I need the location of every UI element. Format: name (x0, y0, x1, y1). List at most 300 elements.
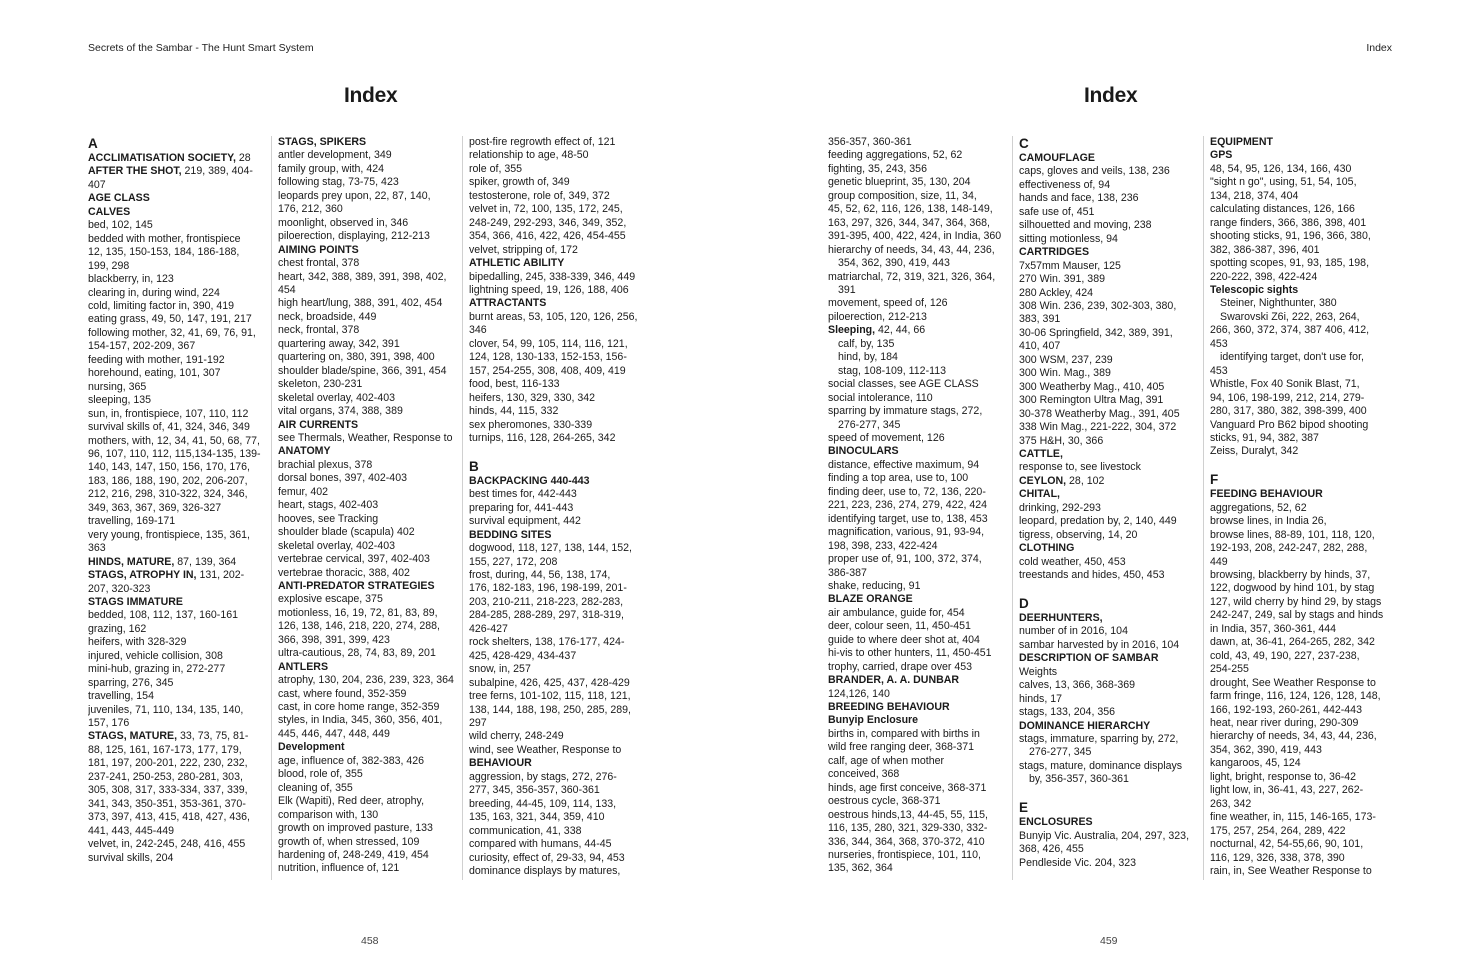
index-entry: 48, 54, 95, 126, 134, 166, 430 (1210, 162, 1352, 175)
index-heading: AIMING POINTS (278, 243, 359, 256)
index-entry: testosterone, role of, 349, 372 (469, 189, 610, 202)
index-entry: browse lines, in India 26, (1210, 515, 1327, 528)
index-entry: moonlight, observed in, 346 (278, 216, 409, 229)
index-entry: 356-357, 360-361 (828, 136, 912, 148)
index-entry: 276-277, 345 (838, 418, 901, 431)
index-entry: femur, 402 (278, 485, 329, 498)
index-entry: vital organs, 374, 388, 389 (278, 405, 403, 418)
index-entry: oestrous cycle, 368-371 (828, 795, 941, 808)
index-entry: calculating distances, 126, 166 (1210, 203, 1355, 216)
index-entry: piloerection, displaying, 212-213 (278, 230, 430, 243)
index-entry: atrophy, 130, 204, 236, 239, 323, 364 (278, 674, 454, 687)
index-heading: GPS (1210, 149, 1233, 162)
index-entry: 449 (1210, 555, 1228, 568)
index-entry: wild cherry, 248-249 (469, 730, 564, 743)
page-number-left: 458 (361, 935, 379, 947)
index-entry: 135, 163, 321, 344, 359, 410 (469, 811, 605, 824)
index-entry: vertebrae cervical, 397, 402-403 (278, 553, 430, 566)
index-heading: ANATOMY (278, 445, 331, 458)
index-column-2 (271, 136, 454, 880)
index-entry: range finders, 366, 386, 398, 401 (1210, 216, 1367, 229)
index-heading: CAMOUFLAGE (1019, 152, 1095, 164)
index-entry: hinds, age first conceive, 368-371 (828, 781, 987, 794)
index-entry-term: STAGS, ATROPHY IN, (88, 569, 197, 582)
running-head-right: Index (1366, 42, 1392, 54)
index-heading: ANTLERS (278, 660, 329, 673)
index-entry: 248-249, 292-293, 346, 349, 352, (469, 216, 627, 229)
index-entry: nursing, 365 (88, 380, 147, 393)
index-entry: growth of, when stressed, 109 (278, 835, 420, 848)
index-heading: CATTLE, (1019, 447, 1063, 460)
index-column-6 (1203, 136, 1386, 880)
page-title-left: Index (344, 84, 398, 107)
index-entry: heart, stags, 402-403 (278, 499, 379, 512)
index-entry: stags, 133, 204, 356 (1019, 706, 1116, 719)
index-entry: oestrous hinds,13, 44-45, 55, 115, (828, 808, 988, 821)
index-entry-term: HINDS, MATURE, (88, 555, 175, 568)
index-entry: cast, in core home range, 352-359 (278, 701, 440, 714)
index-entry: food, best, 116-133 (469, 378, 560, 391)
index-entry: 453 (1210, 337, 1228, 350)
index-entry: heifers, 130, 329, 330, 342 (469, 391, 596, 404)
index-entry: travelling, 154 (88, 690, 154, 703)
index-entry (88, 556, 264, 569)
index-entry: 277, 345, 356-357, 360-361 (469, 784, 600, 797)
index-entry: 116, 129, 326, 338, 378, 390 (1210, 851, 1345, 864)
index-heading: BRANDER, A. A. DUNBAR (828, 674, 960, 687)
index-entry (88, 730, 264, 743)
index-entry: genetic blueprint, 35, 130, 204 (828, 176, 971, 189)
index-entry: 349, 363, 367, 369, 326-327 (88, 501, 222, 514)
index-entry: grazing, 162 (88, 622, 147, 635)
index-entry: subalpine, 426, 425, 437, 428-429 (469, 676, 630, 689)
index-entry: 280, 317, 380, 382, 398-399, 400 (1210, 405, 1367, 418)
index-entry: 45, 52, 62, 116, 126, 138, 148-149, (828, 203, 993, 216)
index-spacer (469, 445, 645, 458)
index-entry-pages: 28 (235, 152, 251, 164)
index-entry: "sight n go", using, 51, 54, 105, (1210, 176, 1357, 189)
index-entry: deer, colour seen, 11, 450-451 (828, 620, 971, 633)
index-entry: 270 Win. 391, 389 (1019, 273, 1105, 286)
index-entry: nutrition, influence of, 121 (278, 862, 400, 875)
index-entry: 124,126, 140 (828, 687, 890, 700)
index-entry: clover, 54, 99, 105, 114, 116, 121, (469, 337, 628, 350)
index-entry: 300 Win. Mag., 389 (1019, 367, 1111, 380)
index-entry: social intolerance, 110 (828, 391, 933, 404)
index-entry: drought, See Weather Response to (1210, 676, 1376, 689)
index-column-1 (88, 136, 264, 880)
index-entry: 96, 107, 110, 112, 115,134-135, 139- (88, 447, 261, 460)
index-entry: velvet, stripping of, 172 (469, 243, 578, 256)
index-heading: CLOTHING (1019, 542, 1075, 555)
index-entry: Pendleside Vic. 204, 323 (1019, 856, 1137, 869)
index-entry: 220-222, 398, 422-424 (1210, 270, 1318, 283)
index-entry: hands and face, 138, 236 (1019, 192, 1139, 205)
index-entry-term: ACCLIMATISATION SOCIETY, (88, 152, 236, 164)
index-entry: shoulder blade (scapula) 402 (278, 526, 415, 539)
index-entry: 199, 298 (88, 259, 130, 272)
index-section-letter: E (1019, 800, 1029, 816)
index-entry: Weights (1019, 665, 1058, 678)
index-entry: skeleton, 230-231 (278, 378, 363, 391)
index-entry: Elk (Wapiti), Red deer, atrophy, (278, 795, 425, 808)
index-section-letter: F (1210, 472, 1219, 488)
index-entry: 207, 320-323 (88, 582, 151, 595)
index-entry: piloerection, 212-213 (828, 310, 927, 323)
index-entry (1019, 475, 1195, 488)
index-entry: stag, 108-109, 112-113 (838, 364, 946, 377)
index-entry: browsing, blackberry by hinds, 37, (1210, 569, 1371, 582)
index-entry: 391 (838, 283, 856, 296)
index-entry: Bunyip Vic. Australia, 204, 297, 323, (1019, 829, 1190, 842)
index-heading: EQUIPMENT (1210, 136, 1273, 148)
index-entry: very young, frontispiece, 135, 361, (88, 528, 250, 541)
index-entry: cold weather, 450, 453 (1019, 555, 1126, 568)
index-entry: 300 Remington Ultra Mag, 391 (1019, 394, 1164, 407)
index-entry: trophy, carried, drape over 453 (828, 660, 973, 673)
index-entry: 176, 182-183, 196, 198-199, 201- (469, 582, 627, 595)
index-entry: 354, 362, 390, 419, 443 (1210, 743, 1322, 756)
index-entry: dawn, at, 36-41, 264-265, 282, 342 (1210, 636, 1375, 649)
index-entry: blackberry, in, 123 (88, 273, 174, 286)
index-entry: 284-285, 288-289, 297, 318-319, (469, 609, 624, 622)
index-entry: ultra-cautious, 28, 74, 83, 89, 201 (278, 647, 436, 660)
index-entry: bipedalling, 245, 338-339, 346, 449 (469, 270, 636, 283)
index-entry: 280 Ackley, 424 (1019, 286, 1094, 299)
index-entry: quartering away, 342, 391 (278, 337, 400, 350)
index-entry-pages: 28, 102 (1066, 474, 1105, 487)
index-heading: BREEDING BEHAVIOUR (828, 701, 950, 714)
index-entry: response to, see livestock (1019, 461, 1141, 474)
index-entry: movement, speed of, 126 (828, 297, 948, 310)
index-entry: 341, 343, 350-351, 353-361, 370- (88, 797, 246, 810)
index-heading: STAGS IMMATURE (88, 595, 183, 608)
index-entry: 135, 362, 364 (828, 862, 893, 875)
index-entry: 391-395, 400, 422, 424, in India, 360 (828, 230, 1002, 243)
index-entry: shooting sticks, 91, 196, 366, 380, (1210, 230, 1371, 243)
index-entry: 410, 407 (1019, 340, 1061, 353)
index-entry: 266, 360, 372, 374, 387 406, 412, (1210, 324, 1370, 337)
index-entry: see Thermals, Weather, Response to (278, 431, 453, 444)
index-entry: tigress, observing, 14, 20 (1019, 528, 1138, 541)
index-entry: hi-vis to other hunters, 11, 450-451 (828, 647, 992, 660)
index-entry: hinds, 44, 115, 332 (469, 405, 559, 418)
index-entry: hind, by, 184 (838, 351, 898, 364)
index-heading: Telescopic sights (1210, 283, 1299, 296)
index-entry: silhouetted and moving, 238 (1019, 219, 1152, 232)
index-entry: nurseries, frontispiece, 101, 110, (828, 849, 981, 862)
index-entry: 175, 257, 254, 264, 289, 422 (1210, 824, 1346, 837)
index-entry: feeding aggregations, 52, 62 (828, 149, 963, 162)
index-entry: 203, 210-211, 218-223, 282-283, (469, 595, 624, 608)
index-entry: drinking, 292-293 (1019, 501, 1101, 514)
index-entry: heart, 342, 388, 389, 391, 398, 402, (278, 270, 447, 283)
index-entry: 368, 426, 455 (1019, 843, 1084, 856)
index-entry: travelling, 169-171 (88, 515, 176, 528)
index-entry: 12, 135, 150-153, 184, 186-188, (88, 246, 240, 259)
index-entry: 198, 398, 233, 422-424 (828, 539, 938, 552)
index-entry: 425, 428-429, 434-437 (469, 649, 577, 662)
index-entry: 155, 227, 172, 208 (469, 555, 558, 568)
index-entry: kangaroos, 45, 124 (1210, 757, 1301, 770)
index-entry: distance, effective maximum, 94 (828, 458, 980, 471)
running-head-left: Secrets of the Sambar - The Hunt Smart System (88, 42, 314, 54)
index-entry: stags, mature, dominance displays (1019, 759, 1183, 772)
index-entry: 7x57mm Mauser, 125 (1019, 259, 1121, 272)
index-entry: 166, 192-193, 260-261, 442-443 (1210, 703, 1362, 716)
index-heading: BLAZE ORANGE (828, 593, 913, 606)
index-entry: matriarchal, 72, 319, 321, 326, 364, (828, 270, 996, 283)
index-entry: 263, 342 (1210, 797, 1252, 810)
index-entry: snow, in, 257 (469, 663, 531, 676)
index-heading: FEEDING BEHAVIOUR (1210, 488, 1323, 501)
index-entry: 176, 212, 360 (278, 203, 343, 216)
index-entry: feeding with mother, 191-192 (88, 353, 225, 366)
index-entry: 382, 386-387, 396, 401 (1210, 243, 1320, 256)
index-entry: velvet in, 72, 100, 135, 172, 245, (469, 203, 623, 216)
index-entry: bedded with mother, frontispiece (88, 232, 241, 245)
index-section-letter: C (1019, 136, 1029, 151)
index-entry: following stag, 73-75, 423 (278, 176, 399, 189)
index-entry: sticks, 91, 94, 382, 387 (1210, 431, 1319, 444)
index-entry: 354, 366, 416, 422, 426, 454-455 (469, 230, 626, 243)
index-entry: stags, immature, sparring by, 272, (1019, 733, 1179, 746)
index-entry: 338 Win Mag., 221-222, 304, 372 (1019, 421, 1177, 434)
index-entry: dogwood, 118, 127, 138, 144, 152, (469, 542, 632, 555)
index-heading: CARTRIDGES (1019, 246, 1090, 259)
index-entry: growth on improved pasture, 133 (278, 822, 433, 835)
index-heading: ENCLOSURES (1019, 816, 1093, 829)
index-entry: 30-06 Springfield, 342, 389, 391, (1019, 326, 1173, 339)
index-entry: identifying target, use to, 138, 453 (828, 512, 988, 525)
index-entry: injured, vehicle collision, 308 (88, 649, 223, 662)
index-entry-term: STAGS, MATURE, (88, 730, 178, 743)
index-entry: antler development, 349 (278, 149, 392, 162)
index-entry: Whistle, Fox 40 Sonik Blast, 71, (1210, 378, 1360, 391)
index-entry: 30-378 Weatherby Mag., 391, 405 (1019, 407, 1180, 420)
index-entry-pages: 87, 139, 364 (174, 555, 237, 568)
index-entry: leopard, predation by, 2, 140, 449 (1019, 515, 1177, 528)
index-entry (828, 324, 1004, 337)
index-entry: skeletal overlay, 402-403 (278, 539, 395, 552)
index-entry: number of in 2016, 104 (1019, 625, 1128, 638)
index-heading: CHITAL, (1019, 488, 1060, 501)
index-entry: 181, 197, 200-201, 222, 230, 232, (88, 757, 248, 770)
index-entry-pages: 131, 202- (196, 569, 245, 582)
index-entry: vertebrae thoracic, 388, 402 (278, 566, 410, 579)
index-entry: wild free ranging deer, 368-371 (828, 741, 975, 754)
index-entry: 140, 143, 147, 150, 156, 170, 176, (88, 461, 250, 474)
index-entry: 300 Weatherby Mag., 410, 405 (1019, 380, 1165, 393)
index-entry: 453 (1210, 364, 1228, 377)
index-entry: breeding, 44-45, 109, 114, 133, (469, 797, 617, 810)
index-entry: bedded, 108, 112, 137, 160-161 (88, 609, 239, 622)
index-entry: 454 (278, 283, 296, 296)
index-entry: sparring, 276, 345 (88, 676, 174, 689)
index-entry: best times for, 442-443 (469, 488, 577, 501)
index-entry: heifers, with 328-329 (88, 636, 187, 649)
index-entry: post-fire regrowth effect of, 121 (469, 136, 616, 148)
index-entry: nocturnal, 42, 54-55,66, 90, 101, (1210, 838, 1364, 851)
index-entry: 441, 443, 445-449 (88, 824, 175, 837)
index-entry: 354, 362, 390, 419, 443 (838, 257, 950, 270)
index-entry: air ambulance, guide for, 454 (828, 606, 965, 619)
index-entry: 297 (469, 717, 487, 730)
index-entry: finding deer, use to, 72, 136, 220- (828, 485, 986, 498)
index-entry: 373, 397, 413, 415, 418, 427, 436, (88, 811, 250, 824)
index-entry: wind, see Weather, Response to (469, 743, 622, 756)
index-entry: 138, 144, 188, 198, 250, 285, 289, (469, 703, 631, 716)
index-entry: lightning speed, 19, 126, 188, 406 (469, 283, 629, 296)
index-entry: 407 (88, 178, 106, 191)
index-entry: fine weather, in, 115, 146-165, 173- (1210, 811, 1376, 824)
index-entry: leopards prey upon, 22, 87, 140, (278, 189, 431, 202)
index-heading: DEERHUNTERS, (1019, 611, 1103, 624)
index-entry: 122, dogwood by hind 101, by stag (1210, 582, 1375, 595)
index-entry: 242-247, 249, sal by stags and hinds (1210, 609, 1384, 622)
index-entry: 126, 138, 146, 218, 220, 274, 288, (278, 620, 440, 633)
index-entry: dorsal bones, 397, 402-403 (278, 472, 407, 485)
index-heading: ATTRACTANTS (469, 297, 547, 310)
index-entry-pages: 219, 389, 404- (181, 165, 253, 178)
index-entry: relationship to age, 48-50 (469, 149, 589, 162)
index-entry: 127, wild cherry by hind 29, by stags (1210, 595, 1382, 608)
index-entry: survival skills, 204 (88, 851, 174, 864)
index-entry: treestands and hides, 450, 453 (1019, 569, 1165, 582)
index-entry: clearing in, during wind, 224 (88, 286, 220, 299)
index-entry: motionless, 16, 19, 72, 81, 83, 89, (278, 606, 438, 619)
index-entry: hinds, 17 (1019, 692, 1062, 705)
page-title-right: Index (1084, 84, 1138, 107)
index-section-letter: B (469, 458, 479, 474)
index-heading: DESCRIPTION OF SAMBAR (1019, 652, 1159, 665)
index-entry: quartering on, 380, 391, 398, 400 (278, 351, 435, 364)
index-entry-pages: 33, 73, 75, 81- (177, 730, 249, 743)
index-heading: BEHAVIOUR (469, 757, 532, 770)
index-entry (88, 569, 264, 582)
index-entry: 157, 254-255, 308, 408, 409, 419 (469, 364, 626, 377)
index-entry: explosive escape, 375 (278, 593, 383, 606)
index-heading: BACKPACKING 440-443 (469, 474, 590, 487)
index-column-5 (1012, 136, 1195, 880)
index-section-letter: D (1019, 595, 1029, 611)
index-entry: bed, 102, 145 (88, 219, 153, 232)
index-entry: light, bright, response to, 36-42 (1210, 770, 1357, 783)
index-entry: 237-241, 250-253, 280-281, 303, (88, 770, 243, 783)
index-entry: Vanguard Pro B62 bipod shooting (1210, 418, 1369, 431)
index-entry: safe use of, 451 (1019, 205, 1095, 218)
index-entry: rock shelters, 138, 176-177, 424- (469, 636, 625, 649)
index-entry: brachial plexus, 378 (278, 458, 373, 471)
index-entry: by, 356-357, 360-361 (1029, 773, 1129, 786)
index-entry: social classes, see AGE CLASS (828, 378, 979, 391)
page-number-right: 459 (1100, 935, 1118, 947)
index-entry: role of, 355 (469, 162, 523, 175)
index-entry: high heart/lung, 388, 391, 402, 454 (278, 297, 443, 310)
index-entry: comparison with, 130 (278, 808, 379, 821)
index-heading: CALVES (88, 205, 131, 218)
index-entry: turnips, 116, 128, 264-265, 342 (469, 431, 616, 444)
index-entry: light low, in, 36-41, 43, 227, 262- (1210, 784, 1364, 797)
index-entry: 94, 106, 198-199, 212, 214, 279- (1210, 391, 1365, 404)
index-entry (88, 152, 264, 165)
index-entry: 346 (469, 324, 487, 337)
index-entry: 154-157, 202-209, 367 (88, 340, 196, 353)
index-entry: effectiveness of, 94 (1019, 178, 1111, 191)
index-entry: juveniles, 71, 110, 134, 135, 140, (88, 703, 244, 716)
index-spacer (1210, 459, 1386, 472)
index-entry: sparring by immature stags, 272, (828, 405, 983, 418)
index-heading: ANTI-PREDATOR STRATEGIES (278, 579, 435, 592)
index-entry: magnification, various, 91, 93-94, (828, 526, 985, 539)
index-heading: ATHLETIC ABILITY (469, 257, 565, 270)
index-entry-pages: 42, 44, 66 (875, 324, 926, 337)
index-column-3 (462, 136, 645, 880)
index-entry: eating grass, 49, 50, 147, 191, 217 (88, 313, 252, 326)
index-entry: cast, where found, 352-359 (278, 687, 407, 700)
index-entry: sambar harvested by in 2016, 104 (1019, 638, 1180, 651)
index-entry: identifying target, don't use for, (1220, 351, 1364, 364)
index-entry: 363 (88, 542, 106, 555)
index-heading: BINOCULARS (828, 445, 899, 458)
index-entry: 426-427 (469, 622, 508, 635)
index-entry: compared with humans, 44-45 (469, 838, 612, 851)
index-entry: guide to where deer shot at, 404 (828, 633, 980, 646)
index-entry: chest frontal, 378 (278, 257, 360, 270)
index-entry: communication, 41, 338 (469, 824, 582, 837)
index-column-4 (828, 136, 1004, 880)
index-heading: AGE CLASS (88, 192, 150, 205)
index-entry: 183, 186, 188, 190, 202, 206-207, (88, 474, 248, 487)
index-entry: neck, frontal, 378 (278, 324, 360, 337)
index-entry: 157, 176 (88, 717, 130, 730)
index-entry: survival skills of, 41, 324, 346, 349 (88, 421, 250, 434)
index-entry: 308 Win. 236, 239, 302-303, 380, (1019, 299, 1177, 312)
index-entry: 276-277, 345 (1029, 746, 1092, 759)
index-entry: family group, with, 424 (278, 162, 384, 175)
index-entry: velvet, in, 242-245, 248, 416, 455 (88, 838, 246, 851)
index-entry: in India, 357, 360-361, 444 (1210, 622, 1337, 635)
index-entry: 366, 398, 391, 399, 423 (278, 633, 390, 646)
index-entry: 445, 446, 447, 448, 449 (278, 727, 390, 740)
index-entry: calf, age of when mother (828, 754, 945, 767)
index-spacer (1019, 787, 1195, 800)
index-heading: Development (278, 741, 345, 754)
index-entry: 212, 216, 298, 310-322, 324, 346, (88, 488, 248, 501)
index-entry: age, influence of, 382-383, 426 (278, 754, 425, 767)
index-entry: 124, 128, 130-133, 152-153, 156- (469, 351, 627, 364)
index-entry: fighting, 35, 243, 356 (828, 162, 927, 175)
index-entry: hardening of, 248-249, 419, 454 (278, 849, 429, 862)
index-entry: cleaning of, 355 (278, 781, 353, 794)
index-entry: blood, role of, 355 (278, 768, 363, 781)
index-entry: 386-387 (828, 566, 867, 579)
index-entry: dominance displays by matures, (469, 865, 621, 877)
index-entry: sun, in, frontispiece, 107, 110, 112 (88, 407, 249, 420)
index-entry: 254-255 (1210, 663, 1249, 676)
index-entry: shoulder blade/spine, 366, 391, 454 (278, 364, 447, 377)
index-entry: sitting motionless, 94 (1019, 232, 1118, 245)
index-entry-term: CEYLON, (1019, 474, 1067, 487)
index-entry: calves, 13, 366, 368-369 (1019, 679, 1136, 692)
index-entry: births in, compared with births in (828, 727, 980, 740)
index-entry: group composition, size, 11, 34, (828, 189, 977, 202)
index-entry: frost, during, 44, 56, 138, 174, (469, 569, 611, 582)
index-entry: aggression, by stags, 272, 276- (469, 770, 617, 783)
index-heading: Bunyip Enclosure (828, 714, 919, 727)
index-entry: cold, limiting factor in, 390, 419 (88, 299, 235, 312)
index-heading: BEDDING SITES (469, 528, 552, 541)
